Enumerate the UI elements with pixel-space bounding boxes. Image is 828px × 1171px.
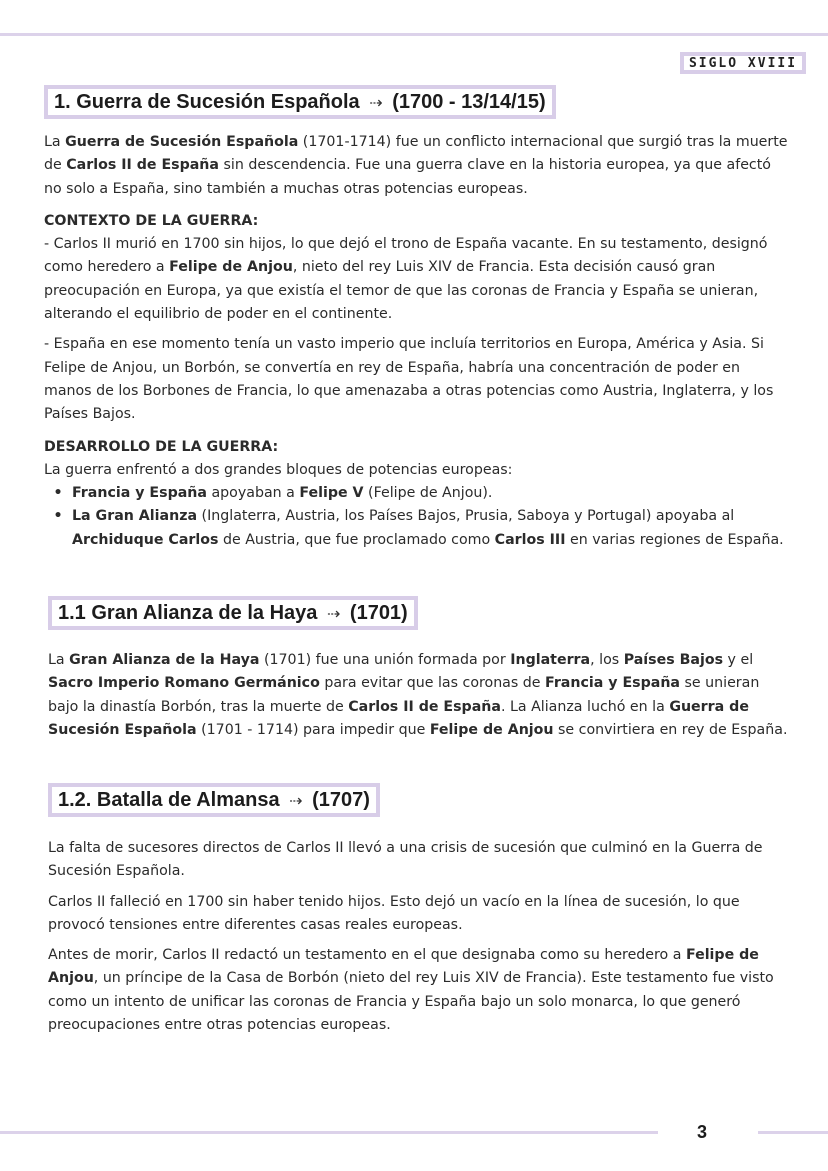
section-1-2-paragraph-3: Antes de morir, Carlos II redactó un testamento en el que designaba como su heredero a Felipe de Anjou, un príncipe de la Casa de Borbón (nieto del rey Luis XIV de Francia). Este testamento fue visto como un intento de unificar las coronas de Francia y España bajo un solo monarca, lo que generó preocupaciones entre otras potencias europeas.	[48, 947, 774, 1034]
section-1-2-paragraph-1: La falta de sucesores directos de Carlos II llevó a una crisis de sucesión que culminó en la Guerra de Sucesión Española.	[48, 840, 763, 880]
bullet-icon: •	[53, 508, 63, 525]
section-1-2-dates: (1707)	[312, 789, 370, 811]
page-number: 3	[697, 1122, 708, 1142]
section-1-2-paragraph-2: Carlos II falleció en 1700 sin haber tenido hijos. Esto dejó un vacío en la línea de sucesión, lo que provocó tensiones entre diferentes casas reales europeas.	[48, 893, 740, 933]
section-1-2-title: 1.2. Batalla de Almansa	[58, 789, 280, 811]
section-1-2-body	[48, 837, 793, 1037]
dashed-arrow-icon: ⇢	[289, 793, 303, 810]
dashed-arrow-icon: ⇢	[326, 606, 341, 623]
section-1-1-body	[48, 649, 793, 742]
section-1-intro: La Guerra de Sucesión Española (1701-1714) fue un conflicto internacional que surgió tras la muerte de Carlos II de España sin descendencia. Fue una guerra clave en la historia europea, ya que afectó no solo a España, sino también a muchas otras potencias europeas.	[44, 134, 788, 197]
section-1-2-heading	[48, 783, 380, 817]
section-1-title: 1. Guerra de Sucesión Española	[54, 91, 360, 113]
dashed-arrow-icon: ⇢	[369, 95, 383, 112]
section-1-body	[44, 131, 792, 552]
century-badge-label: SIGLO XVIII	[688, 55, 798, 71]
bullet-icon: •	[53, 485, 63, 502]
section-1-1-dates: (1701)	[349, 602, 408, 624]
list-item: • Francia y España apoyaban a Felipe V (Felipe de Anjou).	[44, 482, 792, 505]
contexto-label: CONTEXTO DE LA GUERRA:	[44, 212, 259, 229]
bottom-divider-right	[758, 1131, 828, 1134]
bottom-divider-left	[0, 1131, 658, 1134]
section-1-1-paragraph: La Gran Alianza de la Haya (1701) fue una unión formada por Inglaterra, los Países Bajos y el Sacro Imperio Romano Germánico para evitar que las coronas de Francia y España se unieran bajo la dinastía Borbón, tras la muerte de Carlos II de España. La Alianza luchó en la Guerra de Sucesión Española (1701 - 1714) para impedir que Felipe de Anjou se convirtiera en rey de España.	[48, 652, 788, 738]
desarrollo-intro: La guerra enfrentó a dos grandes bloques de potencias europeas:	[44, 461, 513, 478]
contexto-paragraph-1: - Carlos II murió en 1700 sin hijos, lo que dejó el trono de España vacante. En su testamento, designó como heredero a Felipe de Anjou, nieto del rey Luis XIV de Francia. Esta decisión causó gran preocupación en Europa, ya que existía el temor de que las coronas de Francia y España se unieran, alterando el equilibrio de poder en el continente.	[44, 236, 768, 323]
top-divider	[0, 33, 828, 36]
section-1-1-title: 1.1 Gran Alianza de la Haya	[58, 602, 318, 624]
century-badge	[680, 52, 806, 74]
section-1-dates: (1700 - 13/14/15)	[392, 91, 546, 113]
list-item: • La Gran Alianza (Inglaterra, Austria, los Países Bajos, Prusia, Saboya y Portugal) apoyaba al Archiduque Carlos de Austria, que fue proclamado como Carlos III en varias regiones de España.	[44, 505, 792, 552]
section-1-1-heading	[48, 596, 418, 630]
desarrollo-label: DESARROLLO DE LA GUERRA:	[44, 438, 279, 455]
section-1-heading	[44, 85, 556, 119]
contexto-paragraph-2: - España en ese momento tenía un vasto imperio que incluía territorios en Europa, América y Asia. Si Felipe de Anjou, un Borbón, se convertía en rey de España, habría una concentración de poder en manos de los Borbones de Francia, lo que amenazaba a otras potencias como Austria, Inglaterra, y los Países Bajos.	[44, 336, 774, 423]
